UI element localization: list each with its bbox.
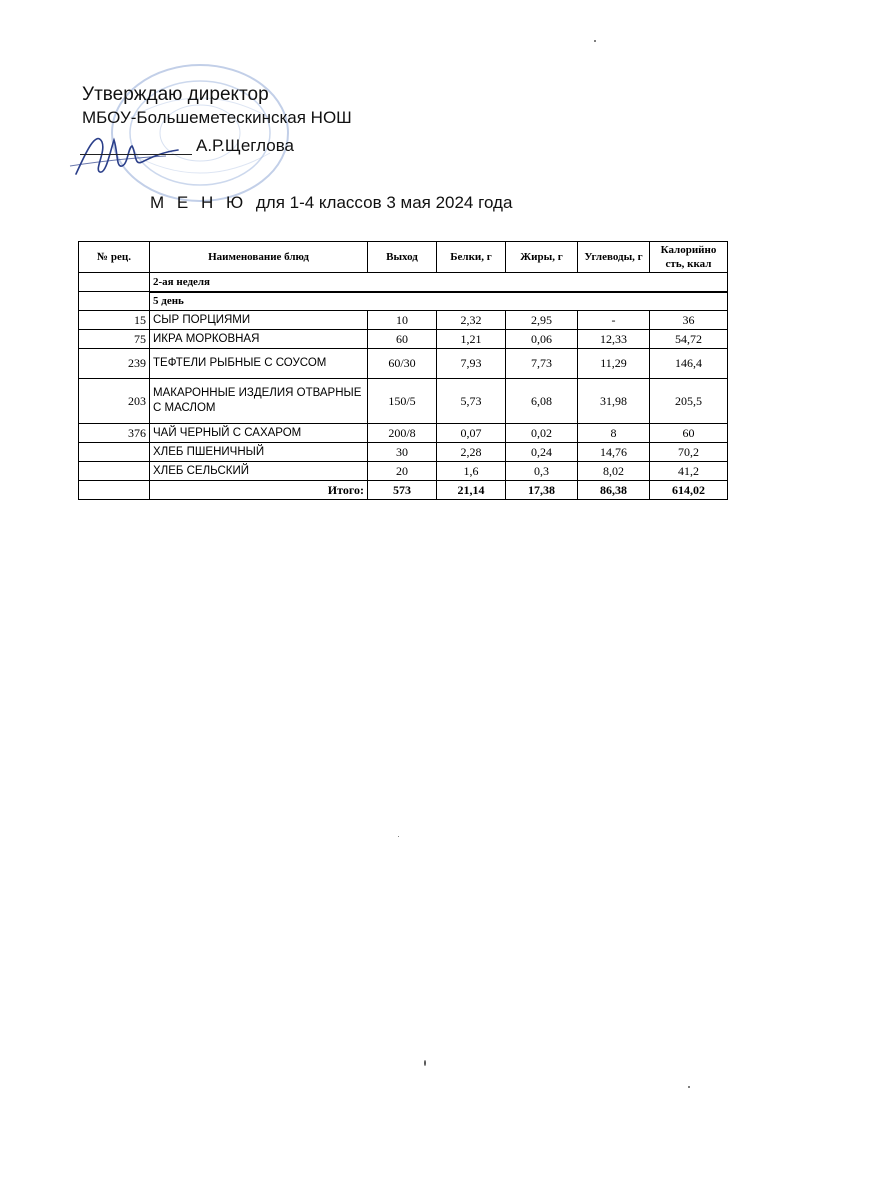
table-row: [79, 443, 728, 462]
carbs-value: 11,29: [578, 349, 650, 379]
col-header-output: Выход: [368, 242, 437, 273]
output-value: 150/5: [368, 379, 437, 424]
recipe-number: [79, 462, 150, 481]
protein-value: 0,07: [437, 424, 506, 443]
col-header-dish: Наименование блюд: [150, 242, 368, 273]
dish-name: ХЛЕБ ПШЕНИЧНЫЙ: [150, 443, 368, 462]
total-kcal: 614,02: [650, 481, 728, 500]
signature-line: [80, 154, 192, 155]
scan-speck: [688, 1086, 690, 1088]
recipe-number: 15: [79, 311, 150, 330]
col-header-recipe: № рец.: [79, 242, 150, 273]
dish-name: ХЛЕБ СЕЛЬСКИЙ: [150, 462, 368, 481]
total-protein: 21,14: [437, 481, 506, 500]
recipe-number: [79, 443, 150, 462]
recipe-number: 203: [79, 379, 150, 424]
total-fat: 17,38: [506, 481, 578, 500]
total-carbs: 86,38: [578, 481, 650, 500]
kcal-value: 70,2: [650, 443, 728, 462]
total-row: [79, 481, 728, 500]
recipe-number: 376: [79, 424, 150, 443]
fat-value: 0,3: [506, 462, 578, 481]
table-header-row: [79, 242, 728, 273]
table-row: [79, 462, 728, 481]
school-name: МБОУ-Большеметескинская НОШ: [82, 108, 352, 127]
kcal-value: 41,2: [650, 462, 728, 481]
table-row: [79, 330, 728, 349]
official-stamp: [100, 58, 296, 208]
col-header-kcal: Калорийно сть, ккал: [650, 242, 728, 273]
protein-value: 2,28: [437, 443, 506, 462]
fat-value: 0,06: [506, 330, 578, 349]
director-signature: [66, 122, 186, 182]
output-value: 60/30: [368, 349, 437, 379]
protein-value: 2,32: [437, 311, 506, 330]
carbs-value: 8,02: [578, 462, 650, 481]
kcal-value: 60: [650, 424, 728, 443]
protein-value: 1,6: [437, 462, 506, 481]
week-label: 2-ая неделя: [150, 273, 728, 292]
menu-table: [78, 241, 728, 500]
fat-value: 6,08: [506, 379, 578, 424]
recipe-number: 239: [79, 349, 150, 379]
director-name: А.Р.Щеглова: [196, 136, 294, 155]
kcal-value: 54,72: [650, 330, 728, 349]
col-header-fat: Жиры, г: [506, 242, 578, 273]
dish-name: МАКАРОННЫЕ ИЗДЕЛИЯ ОТВАРНЫЕ С МАСЛОМ: [150, 379, 368, 424]
scan-speck: [424, 1060, 426, 1066]
carbs-value: 14,76: [578, 443, 650, 462]
recipe-number: 75: [79, 330, 150, 349]
protein-value: 5,73: [437, 379, 506, 424]
scan-speck: [398, 836, 399, 837]
day-label: 5 день: [150, 292, 728, 311]
kcal-value: 205,5: [650, 379, 728, 424]
col-header-carbs: Углеводы, г: [578, 242, 650, 273]
menu-subtitle: для 1-4 классов 3 мая 2024 года: [255, 193, 513, 212]
fat-value: 0,02: [506, 424, 578, 443]
fat-value: 2,95: [506, 311, 578, 330]
week-row: [79, 273, 728, 292]
output-value: 30: [368, 443, 437, 462]
table-row: [79, 424, 728, 443]
output-value: 200/8: [368, 424, 437, 443]
dish-name: ИКРА МОРКОВНАЯ: [150, 330, 368, 349]
table-row: [79, 311, 728, 330]
day-row: [79, 292, 728, 311]
col-header-protein: Белки, г: [437, 242, 506, 273]
carbs-value: 12,33: [578, 330, 650, 349]
carbs-value: 8: [578, 424, 650, 443]
protein-value: 1,21: [437, 330, 506, 349]
output-value: 10: [368, 311, 437, 330]
kcal-value: 36: [650, 311, 728, 330]
dish-name: ЧАЙ ЧЕРНЫЙ С САХАРОМ: [150, 424, 368, 443]
menu-title: [150, 193, 512, 213]
kcal-value: 146,4: [650, 349, 728, 379]
output-value: 60: [368, 330, 437, 349]
fat-value: 0,24: [506, 443, 578, 462]
menu-word: М Е Н Ю: [150, 193, 248, 212]
table-row: [79, 379, 728, 424]
total-label: Итого:: [150, 481, 368, 500]
scan-speck: [594, 40, 596, 42]
total-output: 573: [368, 481, 437, 500]
table-row: [79, 349, 728, 379]
fat-value: 7,73: [506, 349, 578, 379]
dish-name: ТЕФТЕЛИ РЫБНЫЕ С СОУСОМ: [150, 349, 368, 379]
carbs-value: 31,98: [578, 379, 650, 424]
approval-title: Утверждаю директор: [82, 84, 269, 105]
dish-name: СЫР ПОРЦИЯМИ: [150, 311, 368, 330]
carbs-value: -: [578, 311, 650, 330]
protein-value: 7,93: [437, 349, 506, 379]
output-value: 20: [368, 462, 437, 481]
